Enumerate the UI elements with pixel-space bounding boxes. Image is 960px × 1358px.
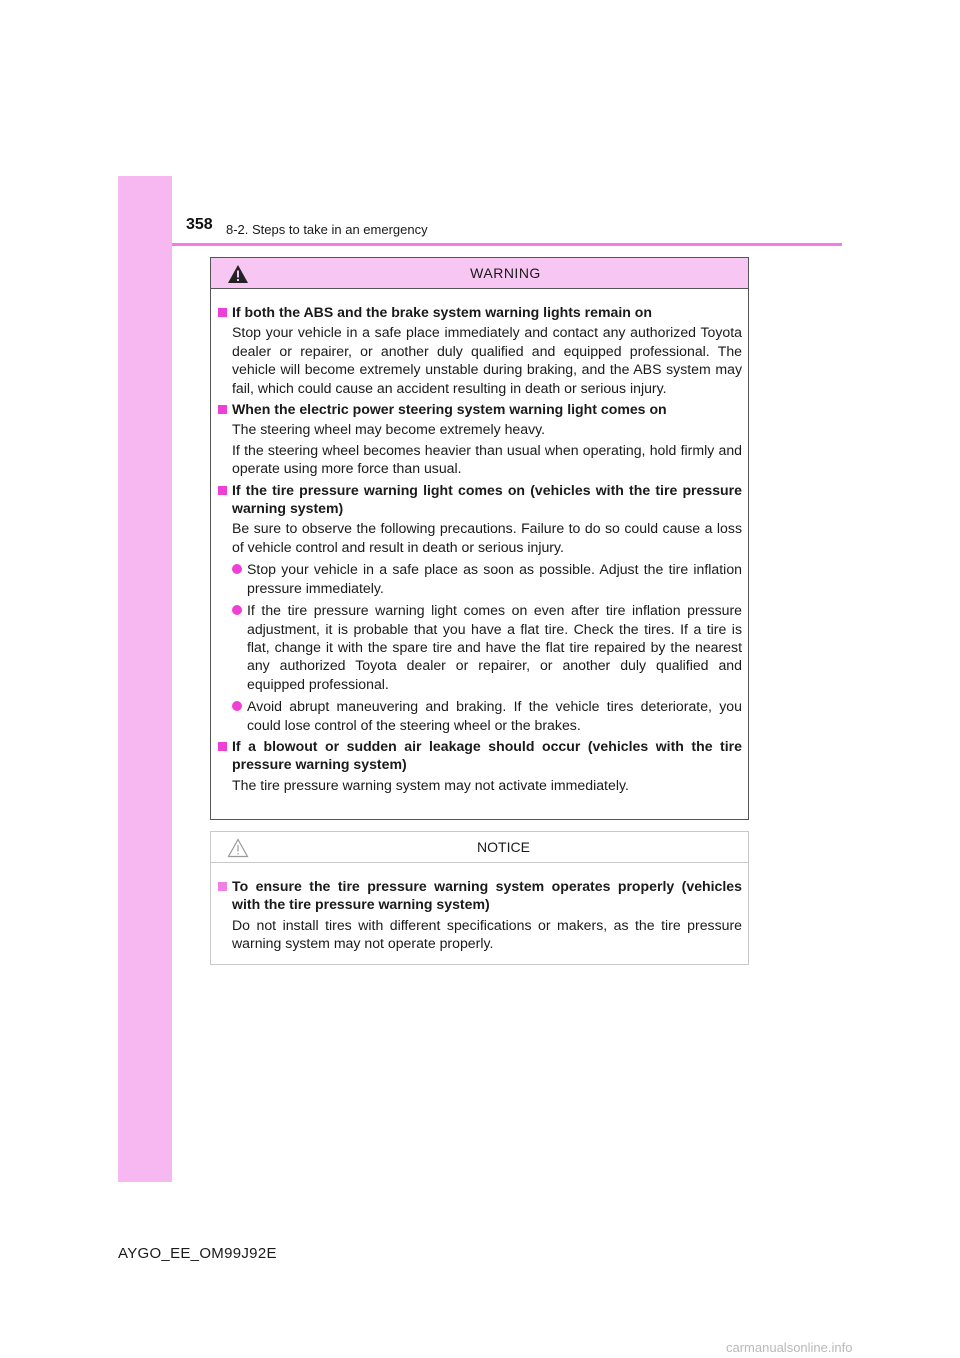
notice-header xyxy=(211,832,748,863)
item-paragraph: The tire pressure warning system may not activate immediately. xyxy=(232,776,629,793)
document-code: AYGO_EE_OM99J92E xyxy=(118,1245,277,1262)
square-bullet-icon xyxy=(218,405,227,414)
page-number: 358 xyxy=(186,216,213,233)
item-paragraph: Stop your vehicle in a safe place immediately and contact any authorized Toyota dealer or repairer, or another duly qualified and equipped professional. The vehicle will become extremely unstable during braking, and the ABS system may fail, which could cause an accident resulting in death or serious injury. xyxy=(232,324,742,396)
round-bullet-icon xyxy=(232,564,242,574)
item-paragraph: Do not install tires with different specifications or makers, as the tire pressure warning system may not operate properly. xyxy=(232,916,742,952)
section-title: 8-2. Steps to take in an emergency xyxy=(226,222,428,237)
item-heading xyxy=(217,400,742,418)
side-color-strip xyxy=(118,176,172,1182)
bullet-item xyxy=(232,601,742,693)
bullet-item xyxy=(232,560,742,597)
warning-header xyxy=(211,258,748,289)
item-paragraph: Be sure to observe the following precautions. Failure to do so could cause a loss of vehicle control and result in death or serious injury. xyxy=(232,520,742,555)
warning-body xyxy=(211,289,748,794)
item-heading-text: If both the ABS and the brake system warning lights remain on xyxy=(232,304,653,320)
round-bullet-icon xyxy=(232,605,242,615)
warning-box xyxy=(210,257,749,820)
item-heading xyxy=(217,303,742,321)
warning-label: WARNING xyxy=(470,265,541,281)
caution-triangle-icon xyxy=(227,838,249,858)
item-paragraph: If the steering wheel becomes heavier than usual when operating, hold firmly and operate using more force than usual. xyxy=(232,441,742,477)
watermark: carmanualsonline.info xyxy=(726,1340,853,1355)
bullet-text: If the tire pressure warning light comes on even after tire inflation pressure adjustment, it is probable that you have a flat tire. Check the tires. If a tire is flat, change it with the spare tire and have the flat tire repaired by the nearest any authorized Toyota dealer or repairer, or another duly qualified and equipped professional. xyxy=(247,602,742,692)
notice-box xyxy=(210,831,749,965)
item-heading xyxy=(217,737,742,774)
square-bullet-icon xyxy=(218,308,227,317)
item-heading-text: If the tire pressure warning light comes on (vehicles with the tire pressure warning system) xyxy=(232,481,742,517)
bullet-item xyxy=(232,697,742,734)
header-rule xyxy=(172,243,842,246)
square-bullet-icon xyxy=(218,486,227,495)
round-bullet-icon xyxy=(232,701,242,711)
item-heading-text: When the electric power steering system warning light comes on xyxy=(232,401,667,418)
item-heading xyxy=(217,877,742,914)
item-paragraph: The steering wheel may become extremely heavy. xyxy=(232,421,546,438)
bullet-text: Stop your vehicle in a safe place as soon as possible. Adjust the tire inflation pressure immediately. xyxy=(247,561,742,596)
notice-body xyxy=(211,863,748,953)
bullet-text: Avoid abrupt maneuvering and braking. If the vehicle tires deteriorate, you could lose control of the steering wheel or the brakes. xyxy=(247,698,742,733)
item-heading xyxy=(217,481,742,518)
square-bullet-icon xyxy=(218,882,227,891)
notice-label: NOTICE xyxy=(477,839,530,855)
item-heading-text: If a blowout or sudden air leakage should occur (vehicles with the tire pressure warning system) xyxy=(232,737,742,773)
item-heading-text: To ensure the tire pressure warning system operates properly (vehicles with the tire pressure warning system) xyxy=(232,878,742,913)
square-bullet-icon xyxy=(218,742,227,751)
warning-triangle-icon xyxy=(227,264,249,284)
